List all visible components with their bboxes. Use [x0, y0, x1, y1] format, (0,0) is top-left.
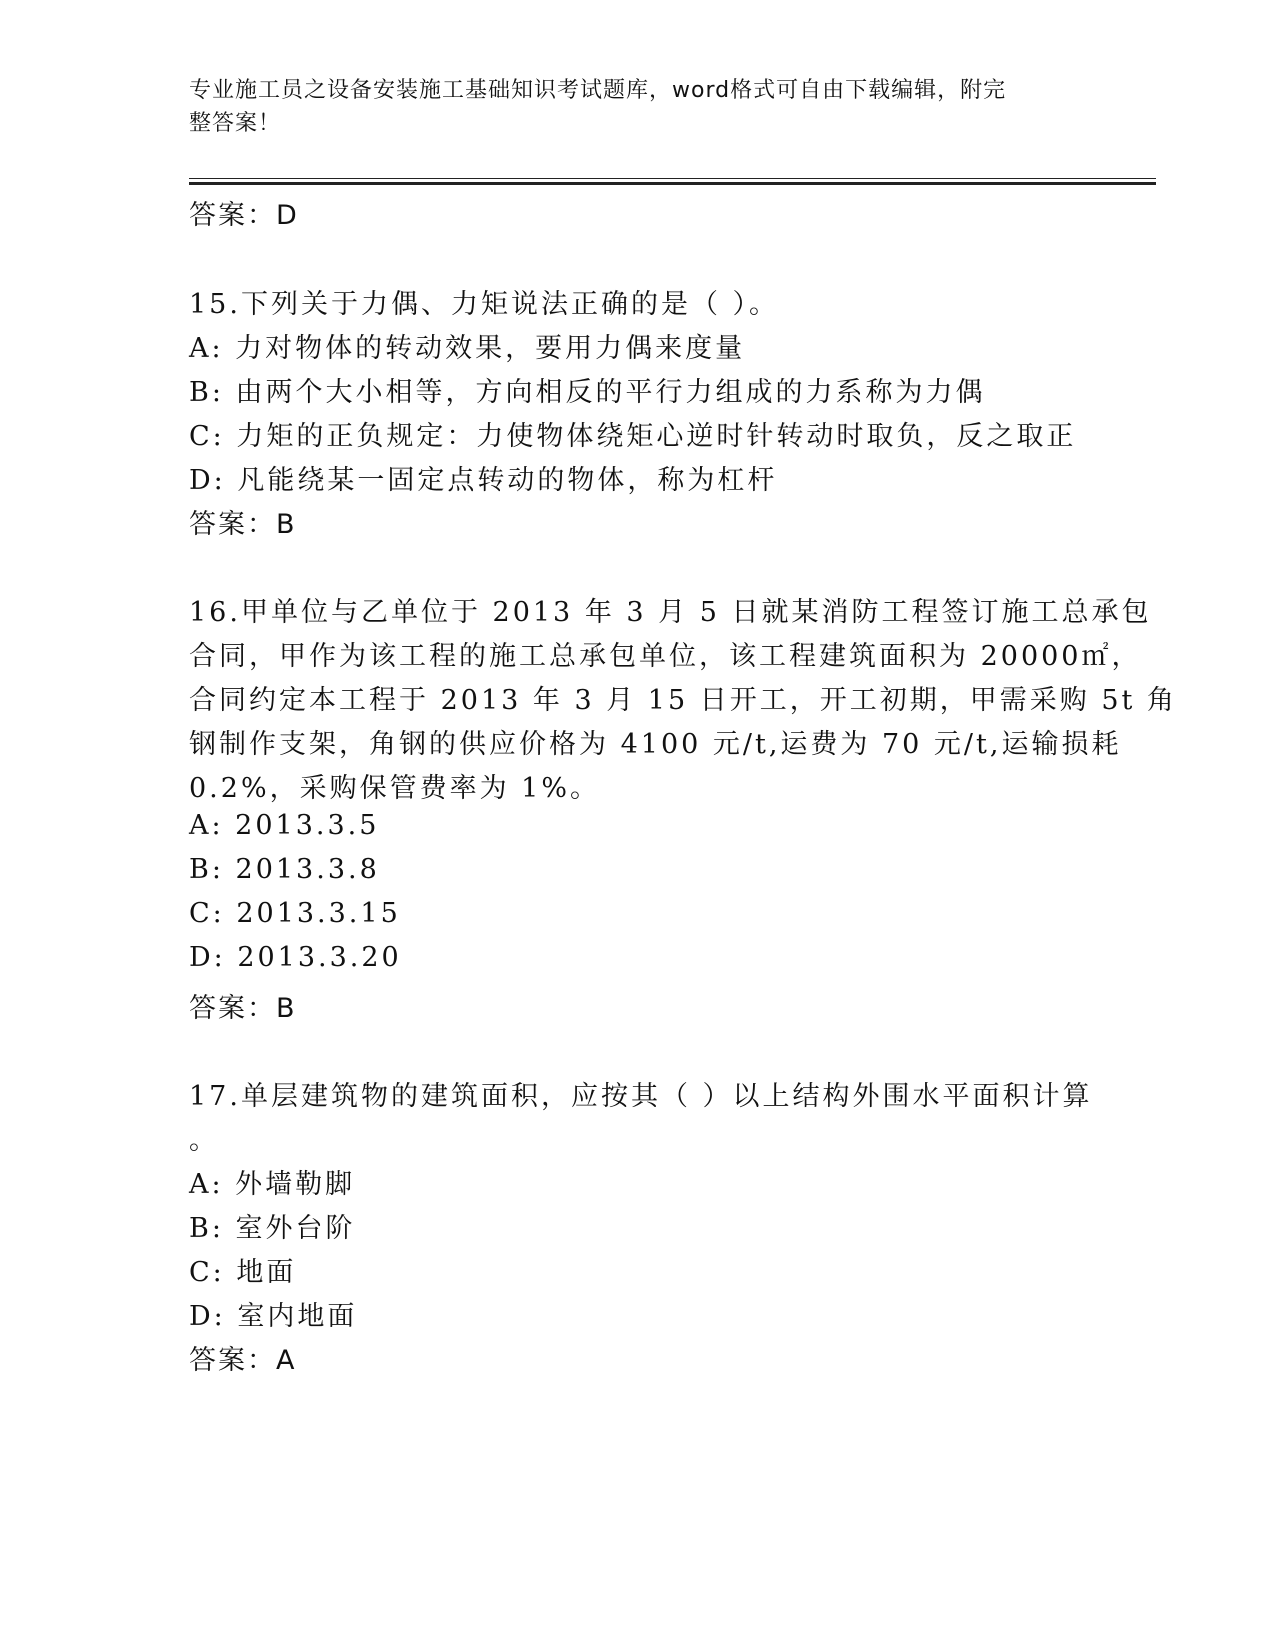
question-17-option-c: C: 地面	[189, 1257, 297, 1288]
question-16-option-b: B: 2013.3.8	[189, 854, 380, 885]
question-16-stem-line-5: 0.2%，采购保管费率为 1%。	[189, 773, 601, 804]
header-line-2: 整答案！	[189, 111, 282, 136]
question-16-option-a: A: 2013.3.5	[189, 810, 380, 841]
question-17-option-d: D: 室内地面	[189, 1301, 358, 1332]
question-16-option-d: D: 2013.3.20	[189, 942, 402, 973]
question-17-option-b: B: 室外台阶	[189, 1213, 356, 1244]
question-16-stem-line-3: 合同约定本工程于 2013 年 3 月 15 日开工，开工初期，甲需采购 5t 角	[189, 685, 1177, 716]
question-16-answer: 答案：B	[189, 993, 297, 1024]
question-15-option-c: C: 力矩的正负规定：力使物体绕矩心逆时针转动时取负，反之取正	[189, 421, 1077, 452]
question-15-option-d: D: 凡能绕某一固定点转动的物体，称为杠杆	[189, 465, 778, 496]
question-15-stem: 15.下列关于力偶、力矩说法正确的是（ ）。	[189, 289, 780, 320]
question-16-stem-line-2: 合同，甲作为该工程的施工总承包单位，该工程建筑面积为 20000㎡，	[189, 641, 1142, 672]
question-15-option-b: B: 由两个大小相等，方向相反的平行力组成的力系称为力偶	[189, 377, 986, 408]
question-16-stem-line-4: 钢制作支架，角钢的供应价格为 4100 元/t,运费为 70 元/t,运输损耗	[189, 729, 1122, 760]
question-17-answer: 答案：A	[189, 1345, 297, 1376]
question-17-stem-line-2: 。	[189, 1125, 219, 1156]
question-17-stem-line-1: 17.单层建筑物的建筑面积，应按其（ ）以上结构外围水平面积计算	[189, 1081, 1093, 1112]
previous-answer: 答案：D	[189, 200, 299, 231]
header-divider-thin	[189, 178, 1156, 179]
header-line-1: 专业施工员之设备安装施工基础知识考试题库，word格式可自由下载编辑，附完	[189, 78, 1007, 103]
header-divider-thick	[189, 182, 1156, 185]
question-15-option-a: A: 力对物体的转动效果，要用力偶来度量	[189, 333, 746, 364]
question-15-answer: 答案：B	[189, 509, 297, 540]
question-16-stem-line-1: 16.甲单位与乙单位于 2013 年 3 月 5 日就某消防工程签订施工总承包	[189, 597, 1152, 628]
question-16-option-c: C: 2013.3.15	[189, 898, 401, 929]
page-header	[189, 74, 1069, 140]
question-17-option-a: A: 外墙勒脚	[189, 1169, 356, 1200]
